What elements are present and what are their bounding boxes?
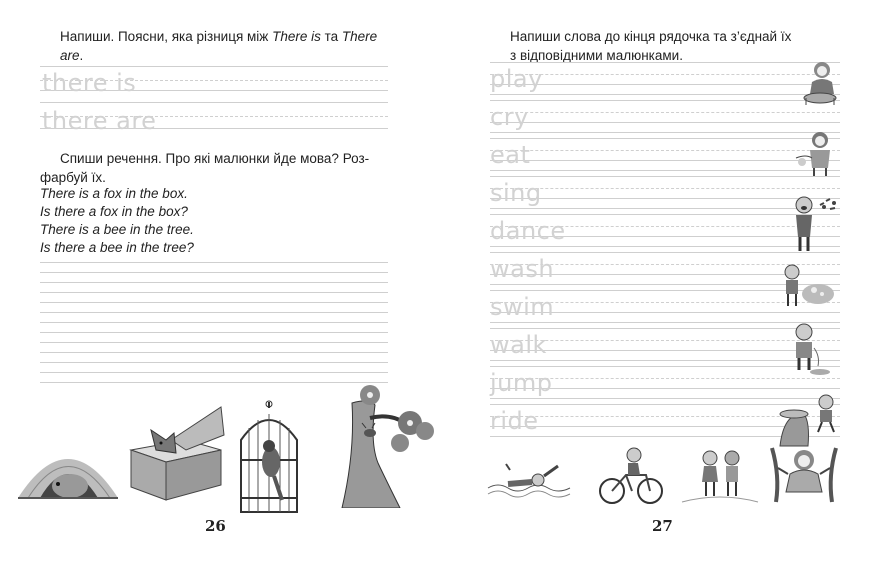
task-line: Напиши слова до кінця рядочка та з’єднай їх bbox=[510, 29, 792, 44]
right-page bbox=[434, 0, 869, 563]
trace-word: cry bbox=[490, 103, 529, 131]
trace-word: eat bbox=[490, 141, 531, 169]
boy-riding-bike-icon bbox=[598, 445, 664, 505]
sentence: There is a bee in the tree. bbox=[40, 222, 194, 237]
page-number: 26 bbox=[205, 517, 226, 535]
task1-instruction bbox=[60, 27, 390, 65]
task2-line: Спиши речення. Про які малюнки йде мова? Роз- bbox=[60, 151, 370, 166]
boy-washing-icon bbox=[774, 262, 836, 310]
children-walking-icon bbox=[680, 448, 760, 504]
trace-row bbox=[490, 138, 840, 168]
trace-word: walk bbox=[490, 331, 547, 359]
bee-in-tree-icon bbox=[330, 383, 435, 508]
task1-there-is: There is bbox=[272, 29, 321, 44]
task-instruction bbox=[510, 27, 840, 65]
boy-singing-icon bbox=[774, 195, 840, 253]
hedgehog-in-burrow-icon bbox=[18, 430, 118, 500]
girl-playing-icon bbox=[800, 60, 840, 106]
task-line: з відповідними малюнками. bbox=[510, 48, 683, 63]
task1-end: . bbox=[79, 48, 84, 63]
writing-lines bbox=[40, 262, 388, 392]
sentence: Is there a bee in the tree? bbox=[40, 240, 194, 255]
girl-dancing-icon bbox=[770, 446, 838, 504]
left-page bbox=[0, 0, 434, 563]
trace-word: ride bbox=[490, 407, 539, 435]
trace-word: play bbox=[490, 65, 543, 93]
trace-word: there are bbox=[42, 107, 157, 135]
task2-instruction bbox=[40, 149, 390, 187]
trace-word: sing bbox=[490, 179, 542, 207]
trace-word: jump bbox=[490, 369, 553, 397]
boy-walking-icon bbox=[780, 322, 838, 376]
fox-in-box-icon bbox=[126, 405, 226, 505]
trace-word: dance bbox=[490, 217, 566, 245]
boy-swimming-icon bbox=[486, 458, 572, 498]
task1-text: Напиши. Поясни, яка різниця між bbox=[60, 29, 273, 44]
trace-row bbox=[490, 100, 840, 130]
trace-word: there is bbox=[42, 69, 137, 97]
task2-line: фарбуй їх. bbox=[40, 170, 106, 185]
page-number: 27 bbox=[652, 517, 673, 535]
sentence: There is a fox in the box. bbox=[40, 186, 188, 201]
boy-jumping-icon bbox=[774, 392, 844, 448]
trace-word: wash bbox=[490, 255, 555, 283]
trace-word: swim bbox=[490, 293, 555, 321]
sentence: Is there a fox in the box? bbox=[40, 204, 188, 219]
task1-and: та bbox=[320, 29, 342, 44]
task1-there-are: There are bbox=[60, 29, 378, 63]
bird-in-cage-icon bbox=[238, 400, 300, 515]
girl-crying-icon bbox=[792, 128, 840, 178]
